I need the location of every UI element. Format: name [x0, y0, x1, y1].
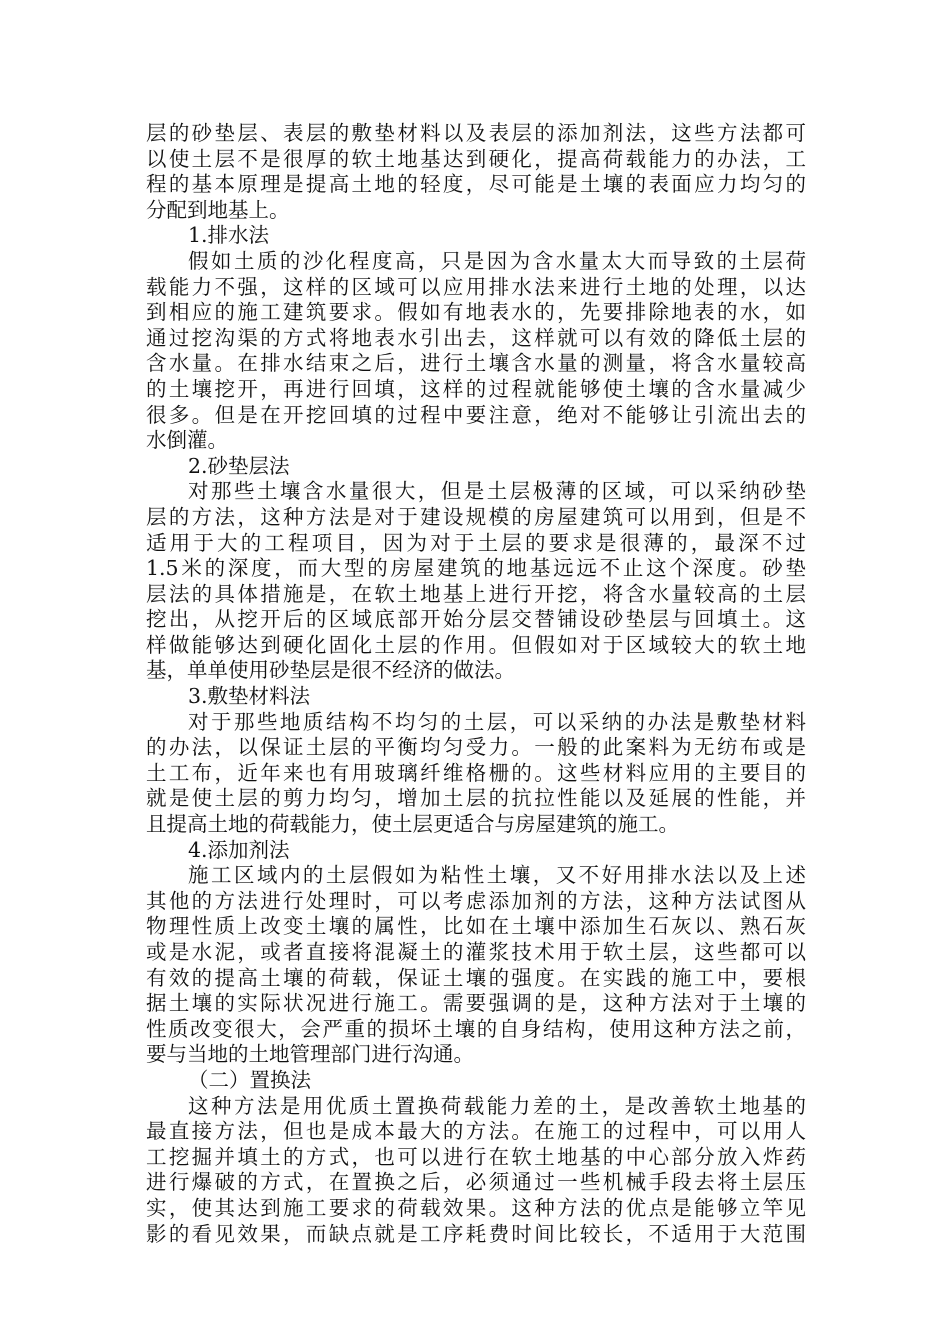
text-line: 1.5米的深度，而大型的房屋建筑的地基远远不止这个深度。砂垫	[146, 556, 806, 581]
text-line: 影的看见效果，而缺点就是工序耗费时间比较长，不适用于大范围	[146, 1221, 806, 1246]
text-line: 通过挖沟渠的方式将地表水引出去，这样就可以有效的降低土层的	[146, 325, 806, 350]
text-line: 这种方法是用优质土置换荷载能力差的土，是改善软土地基的	[188, 1093, 806, 1118]
text-line: 层的方法，这种方法是对于建设规模的房屋建筑可以用到，但是不	[146, 504, 806, 529]
text-line: 据土壤的实际状况进行施工。需要强调的是，这种方法对于土壤的	[146, 991, 806, 1016]
text-line: 很多。但是在开挖回填的过程中要注意，绝对不能够让引流出去的	[146, 402, 806, 427]
text-line: 基，单单使用砂垫层是很不经济的做法。	[146, 658, 515, 683]
text-line: 性质改变很大，会严重的损坏土壤的自身结构，使用这种方法之前，	[146, 1016, 806, 1041]
text-line: 或是水泥，或者直接将混凝土的灌浆技术用于软土层，这些都可以	[146, 940, 806, 964]
section-heading-drainage: 1.排水法	[188, 223, 270, 248]
text-line: 挖出，从挖开后的区域底部开始分层交替铺设砂垫层与回填土。这	[146, 607, 806, 632]
text-line: 层法的具体措施是，在软土地基上进行开挖，将含水量较高的土层	[146, 581, 806, 606]
section-heading-mat-material: 3.敷垫材料法	[188, 684, 311, 709]
section-heading-additive: 4.添加剂法	[188, 837, 290, 862]
text-line: 土工布，近年来也有用玻璃纤维格栅的。这些材料应用的主要目的	[146, 760, 806, 785]
text-line: 载能力不强，这样的区域可以应用排水法来进行土地的处理，以达	[146, 274, 806, 299]
text-line: 且提高土地的荷载能力，使土层更适合与房屋建筑的施工。	[146, 812, 679, 837]
text-line: 样做能够达到硬化固化土层的作用。但假如对于区域较大的软土地	[146, 632, 806, 657]
text-line: 假如土质的沙化程度高，只是因为含水量太大而导致的土层荷	[188, 248, 806, 273]
text-line: 适用于大的工程项目，因为对于土层的要求是很薄的，最深不过	[146, 530, 806, 555]
text-line: 工挖掘并填土的方式，也可以进行在软土地基的中心部分放入炸药	[146, 1144, 806, 1169]
text-line: 最直接方法，但也是成本最大的方法。在施工的过程中，可以用人	[146, 1119, 806, 1144]
text-line: 分配到地基上。	[146, 197, 290, 222]
text-line: 含水量。在排水结束之后，进行土壤含水量的测量，将含水量较高	[146, 351, 806, 376]
text-line: 的办法，以保证土层的平衡均匀受力。一般的此案料为无纺布或是	[146, 735, 806, 760]
document-page	[146, 121, 806, 1247]
section-heading-sand-cushion: 2.砂垫层法	[188, 453, 290, 478]
text-line: 其他的方法进行处理时，可以考虑添加剂的方法，这种方法试图从	[146, 888, 806, 913]
text-line: 的土壤挖开，再进行回填，这样的过程就能够使土壤的含水量减少	[146, 376, 806, 401]
text-line: 水倒灌。	[146, 428, 228, 453]
text-line: 实，使其达到施工要求的荷载效果。这种方法的优点是能够立竿见	[146, 1195, 806, 1220]
text-line: 对那些土壤含水量很大，但是土层极薄的区域，可以采纳砂垫	[188, 479, 806, 504]
text-line: 就是使土层的剪力均匀，增加土层的抗拉性能以及延展的性能，并	[146, 786, 806, 811]
text-line: 进行爆破的方式，在置换之后，必须通过一些机械手段去将土层压	[146, 1170, 806, 1195]
text-line: 程的基本原理是提高土地的轻度，尽可能是土壤的表面应力均匀的	[146, 172, 806, 197]
text-line: 以使土层不是很厚的软土地基达到硬化，提高荷载能力的办法，工	[146, 146, 806, 171]
text-line: 物理性质上改变土壤的属性，比如在土壤中添加生石灰以、熟石灰	[146, 914, 806, 939]
text-line: 到相应的施工建筑要求。假如有地表水的，先要排除地表的水，如	[146, 300, 806, 325]
text-line: 要与当地的土地管理部门进行沟通。	[146, 1042, 474, 1067]
text-line: 层的砂垫层、表层的敷垫材料以及表层的添加剂法，这些方法都可	[146, 121, 806, 145]
text-line: 有效的提高土壤的荷载，保证土壤的强度。在实践的施工中，要根	[146, 965, 806, 990]
section-heading-replacement: （二）置换法	[188, 1067, 311, 1092]
text-line: 施工区域内的土层假如为粘性土壤，又不好用排水法以及上述	[188, 863, 806, 888]
text-line: 对于那些地质结构不均匀的土层，可以采纳的办法是敷垫材料	[188, 709, 806, 734]
